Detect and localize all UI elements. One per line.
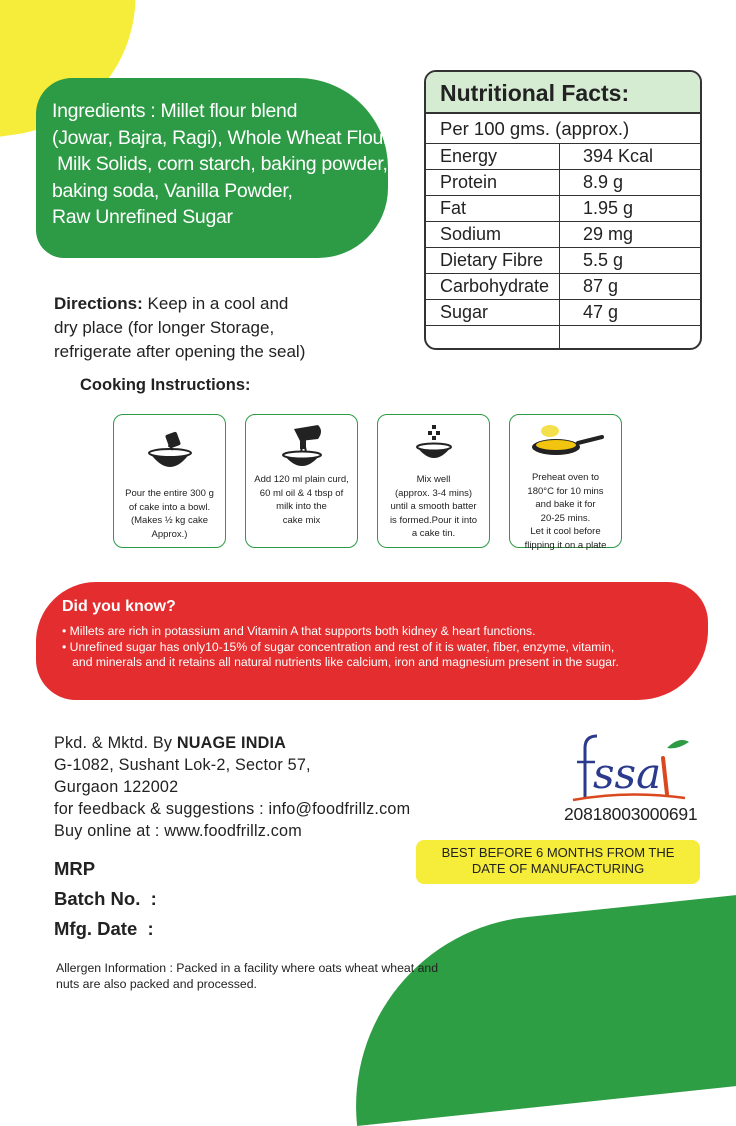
directions-text [54,292,354,364]
cooking-step-card [377,414,490,548]
fssai-license-number: 20818003000691 [564,804,698,824]
nutrient-name: Carbohydrate [426,274,560,299]
step-text-line: Mix well [416,474,451,485]
best-before-line: DATE OF MANUFACTURING [471,861,645,876]
nutrition-title: Nutritional Facts: [426,72,700,114]
packed-by-label: Pkd. & Mktd. By [54,734,177,752]
did-you-know-bullet: • Unrefined sugar has only10-15% of sugar concentration and rest of it is water, fiber, enzyme, vitamin, [62,639,615,654]
nutrient-value: 5.5 g [583,250,624,270]
step-text-line: Preheat oven to [531,472,600,483]
frying-pan-icon [526,421,606,461]
svg-text:ssa: ssa [593,749,662,798]
mixing-bowl-icon [409,423,459,467]
allergen-line: Allergen Information : Packed in a facility where oats wheat wheat and [56,961,439,975]
ingredients-line: Raw Unrefined Sugar [52,206,233,228]
step-text-line: Approx.) [151,528,188,540]
table-row [426,196,700,222]
feedback-line: for feedback & suggestions : info@foodfrillz.com [54,800,411,818]
address-line: G-1082, Sushant Lok-2, Sector 57, [54,756,311,774]
directions-line: Keep in a cool and [142,294,289,313]
table-row [426,248,700,274]
cooking-step-card [113,414,226,548]
table-row [426,144,700,170]
empty-cell [560,326,583,350]
corner-green-shape [337,892,736,1126]
cooking-step-card [245,414,358,548]
manufacturer-info [54,732,410,842]
buy-online-line: Buy online at : www.foodfrillz.com [54,822,302,840]
bowl-pour-icon [140,429,200,479]
nutrition-per: Per 100 gms. (approx.) [426,114,700,144]
nutrient-value: 8.9 g [583,172,624,192]
allergen-info [56,960,496,992]
did-you-know-title: Did you know? [62,598,176,615]
cooking-title: Cooking Instructions: [80,376,251,394]
directions-label: Directions: [54,294,143,313]
step-text-line: 180°C for 10 mins [527,485,604,497]
step-text-line: 60 ml oil & 4 tbsp of [259,487,344,499]
table-row [426,170,700,196]
hand-mixer-icon [272,421,332,471]
step-text-line: is formed.Pour it into [389,514,478,526]
best-before-label [416,840,700,884]
step-text-line: cake mix [282,514,321,526]
mrp-label: MRP [54,858,96,879]
ingredients-line: Ingredients : Millet flour blend [52,100,298,122]
table-row [426,274,700,300]
did-you-know-panel [36,582,708,700]
did-you-know-bullet: and minerals and it retains all natural nutrients like calcium, iron and magnesium present in the sugar. [62,655,619,669]
table-row-empty [426,326,700,350]
step-text-line: Let it cool before [530,526,601,537]
step-text-line: flipping it on a plate [524,539,607,551]
directions-line: dry place (for longer Storage, [54,318,275,337]
nutrient-name: Energy [426,144,560,169]
nutrient-name: Protein [426,170,560,195]
company-name: NUAGE INDIA [176,734,287,752]
mfg-date-label: Mfg. Date : [54,918,154,939]
empty-cell [426,326,560,350]
step-text-line: Pour the entire 300 g [125,488,214,499]
nutrient-name: Fat [426,196,560,221]
step-text-line: until a smooth batter [390,501,477,512]
step-text-line: a cake tin. [411,528,456,539]
fssai-logo-icon [567,728,697,806]
table-row [426,300,700,326]
cooking-step-card [509,414,622,551]
best-before-line: BEST BEFORE 6 MONTHS FROM THE [441,845,675,860]
allergen-line: nuts are also packed and processed. [56,977,257,991]
nutrient-value: 29 mg [583,224,634,244]
nutrient-value: 394 Kcal [583,146,654,166]
step-text-line: (approx. 3-4 mins) [394,487,473,499]
ingredients-panel [36,78,394,258]
nutrition-table [424,70,702,350]
batch-label: Batch No. : [54,888,157,909]
nutrient-value: 47 g [583,302,619,322]
did-you-know-bullet: • Millets are rich in potassium and Vitamin A that supports both kidney & heart functions. [62,624,536,638]
step-text-line: (Makes ½ kg cake [130,515,209,526]
table-row [426,222,700,248]
nutrient-value: 87 g [583,276,619,296]
nutrient-name: Sodium [426,222,560,247]
nutrient-name: Sugar [426,300,560,325]
nutrient-name: Dietary Fibre [426,248,560,273]
directions-line: refrigerate after opening the seal) [54,342,306,361]
ingredients-line: (Jowar, Bajra, Ragi), Whole Wheat Flour, [52,126,394,149]
ingredients-line: baking soda, Vanilla Powder, [52,179,293,202]
step-text-line: 20-25 mins. [540,512,591,524]
nutrient-value: 1.95 g [583,198,634,218]
address-line: Gurgaon 122002 [54,778,179,796]
step-text-line: and bake it for [535,499,596,510]
step-text-line: milk into the [276,501,327,512]
step-text-line: Add 120 ml plain curd, [254,474,349,485]
ingredients-line: Milk Solids, corn starch, baking powder, [52,153,388,175]
step-text-line: of cake into a bowl. [128,501,211,513]
